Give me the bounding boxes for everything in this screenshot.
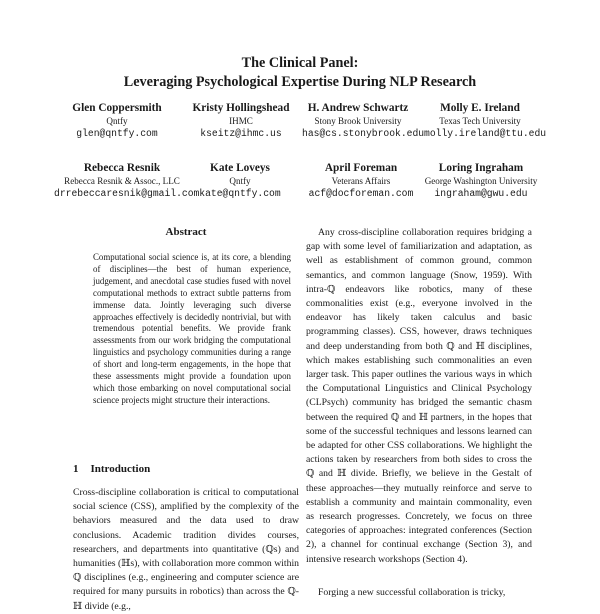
author-email: acf@docforeman.com [308,188,414,199]
section-title: Introduction [90,463,151,475]
body-paragraph: Any cross-discipline collaboration requires bridging a gap with some level of familiarization and adaptation, as well as establishment of common ground, common semantics, and common language (Snow, 1959). With intra-ℚ endeavors like robotics, many of these commonalities exist (e.g., everyone involved in the endeavor has likely taken calculus and basic programming classes). CSS, however, draws techniques and deep understanding from both ℚ and ℍ disciplines, which makes establishing such commonalities an even larger task. This paper outlines the various ways in which the Computational Linguistics and Clinical Psychology (CLPsych) community has bridged the semantic chasm between the required ℚ and ℍ partners, in the hopes that some of the successful techniques and lessons learned can be adapted for other CSS collaborations. We highlight the actions taken by researchers from both sides to cross the ℚ and ℍ divide. Briefly, we believe in the Gestalt of these approaches—they mutually reinforce and serve to establish a community and maintain commonality, even as research progresses. Concretely, we focus on three categories of approaches: integrated conferences (Section 2), a channel for continual exchange (Section 3), and intensive research workshops (Section 4). [306,227,532,565]
author-affiliation: Rebecca Resnik & Assoc., LLC [64,176,180,186]
author-block [186,101,296,140]
author-affiliation: IHMC [229,116,253,126]
author-affiliation: Texas Tech University [439,116,521,126]
author-name: Glen Coppersmith [72,102,162,114]
author-email: glen@qntfy.com [76,128,158,139]
abstract-heading: Abstract [165,226,207,238]
author-block [302,101,425,140]
intro-body [73,486,299,612]
author-name: Loring Ingraham [438,162,524,174]
author-email: ingraham@gwu.edu [434,188,528,199]
paper-title [0,54,600,92]
right-column-paragraph-2 [306,586,532,600]
right-column-paragraph [306,226,532,567]
author-block [416,161,546,200]
author-block [72,101,162,140]
author-email: kate@qntfy.com [199,188,281,199]
paper-title-line1: The Clinical Panel: [241,55,359,71]
author-name: Rebecca Resnik [83,162,161,174]
author-affiliation: Qntfy [106,116,128,126]
author-block [54,161,200,200]
author-email: drrebeccaresnik@gmail.com [54,188,200,199]
author-affiliation: Stony Brook University [314,116,402,126]
section-heading [73,463,162,475]
author-email: kseitz@ihmc.us [200,128,282,139]
author-email: has@cs.stonybrook.edu [302,128,425,139]
paper-title-line2: Leveraging Psychological Expertise During NLP Research [123,74,477,90]
author-name: H. Andrew Schwartz [307,102,409,114]
author-block [306,161,416,200]
author-name: Molly E. Ireland [440,102,520,114]
author-affiliation: Qntfy [229,176,251,186]
author-name: Kristy Hollingshead [192,102,290,114]
abstract-text: Computational social science is, at its core, a blending of disciplines—the best of human experience, judgement, and anecdotal case studies fused with novel computational methods to extract subtle patterns from immense data. Jointly leveraging such diverse approaches effectively is decidedly nontrivial, but with tremendous potential benefits. We provide frank assessments from our work bridging the computational linguistics and psychology communities during a range of short and long-term engagements, in the hope that these assessments might provide a foundation upon which those embarking on novel computational social science projects might structure their interactions. [93,252,291,405]
author-email: molly.ireland@ttu.edu [424,128,547,139]
author-block [196,161,284,200]
author-name: April Foreman [324,162,398,174]
intro-paragraph: Cross-discipline collaboration is critical to computational social science (CSS), amplified by the complexity of the behaviors measured and the data used to draw conclusions. Academic tradition divides courses, researchers, and departments into quantitative (ℚs) and humanities (ℍs), with collaboration more common within ℚ disciplines (e.g., engineering and computer science are required for many pursuits in robotics) than across the ℚ-ℍ divide (e.g., [73,487,299,612]
body-paragraph: Forging a new successful collaboration is tricky, [318,587,506,598]
author-name: Kate Loveys [210,162,270,174]
author-block [424,101,547,140]
author-affiliation: Veterans Affairs [331,176,391,186]
author-affiliation: George Washington University [424,176,538,186]
section-number: 1 [73,463,79,475]
